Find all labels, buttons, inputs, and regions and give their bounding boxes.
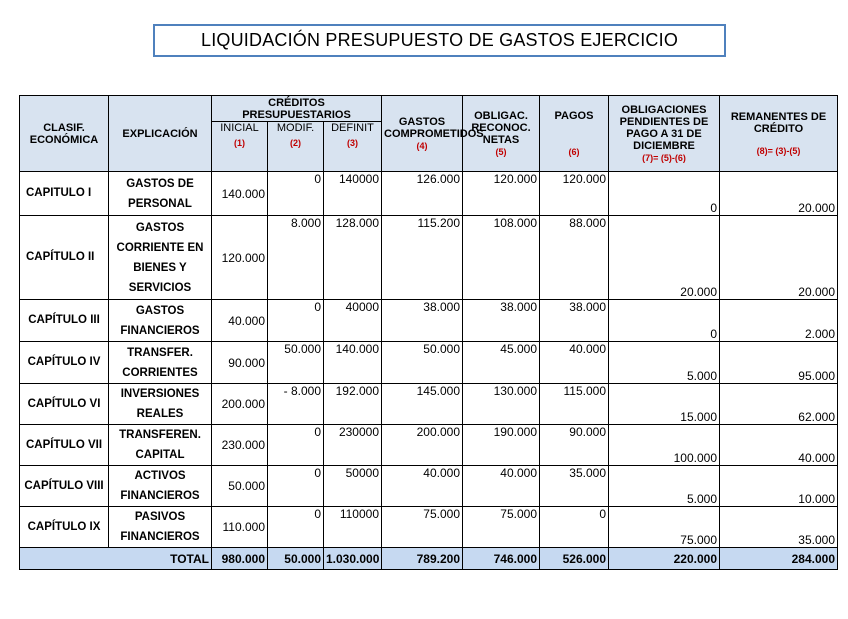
row-oblig: 190.000 — [463, 425, 540, 466]
header-modif-code: (2) — [290, 138, 301, 148]
row-explicacion: GASTOS DE PERSONAL — [109, 172, 212, 216]
row-pagos: 38.000 — [540, 300, 609, 342]
total-remanentes: 284.000 — [720, 548, 838, 570]
row-modif: 0 — [268, 425, 324, 466]
budget-table — [19, 95, 838, 570]
row-pagos: 115.000 — [540, 384, 609, 425]
row-gastos: 40.000 — [382, 466, 463, 507]
total-modif: 50.000 — [268, 548, 324, 570]
total-row — [20, 548, 838, 570]
header-definit-code: (3) — [347, 138, 358, 148]
row-inicial: 200.000 — [212, 384, 268, 425]
row-inicial: 140.000 — [212, 172, 268, 216]
row-definit: 140.000 — [324, 342, 382, 384]
row-pagos: 90.000 — [540, 425, 609, 466]
row-definit: 192.000 — [324, 384, 382, 425]
row-remanentes: 40.000 — [720, 425, 838, 466]
row-pendientes: 5.000 — [609, 466, 720, 507]
row-pendientes: 20.000 — [609, 216, 720, 300]
page-title: LIQUIDACIÓN PRESUPUESTO DE GASTOS EJERCICIO — [153, 24, 726, 57]
row-explicacion: TRANSFEREN. CAPITAL — [109, 425, 212, 466]
table-row — [20, 466, 838, 507]
row-definit: 230000 — [324, 425, 382, 466]
row-explicacion: ACTIVOS FINANCIEROS — [109, 466, 212, 507]
row-explicacion: PASIVOS FINANCIEROS — [109, 507, 212, 548]
table-row — [20, 342, 838, 384]
row-gastos: 38.000 — [382, 300, 463, 342]
row-explicacion: INVERSIONES REALES — [109, 384, 212, 425]
row-modif: 0 — [268, 172, 324, 216]
header-pendientes-code: (7)= (5)-(6) — [642, 152, 686, 163]
row-modif: - 8.000 — [268, 384, 324, 425]
row-explicacion: GASTOS CORRIENTE EN BIENES Y SERVICIOS — [109, 216, 212, 300]
row-pendientes: 15.000 — [609, 384, 720, 425]
row-gastos: 75.000 — [382, 507, 463, 548]
header-remanentes-label: REMANENTES DE CRÉDITO — [730, 110, 827, 135]
row-inicial: 230.000 — [212, 425, 268, 466]
row-gastos: 126.000 — [382, 172, 463, 216]
row-inicial: 50.000 — [212, 466, 268, 507]
header-remanentes-code: (8)= (3)-(5) — [756, 145, 801, 156]
row-modif: 0 — [268, 507, 324, 548]
header-gastos-label: GASTOS COMPROMETIDOS — [384, 115, 484, 140]
row-oblig: 130.000 — [463, 384, 540, 425]
row-clasif: CAPÍTULO II — [20, 216, 109, 300]
row-definit: 110000 — [324, 507, 382, 548]
table-row — [20, 216, 838, 300]
header-modif — [268, 122, 324, 172]
total-pendientes: 220.000 — [609, 548, 720, 570]
row-remanentes: 20.000 — [720, 172, 838, 216]
total-label: TOTAL — [20, 548, 212, 570]
row-pendientes: 75.000 — [609, 507, 720, 548]
header-definit — [324, 122, 382, 172]
header-pendientes — [609, 96, 720, 172]
row-modif: 0 — [268, 466, 324, 507]
row-definit: 50000 — [324, 466, 382, 507]
header-gastos-code: (4) — [416, 140, 428, 151]
row-clasif: CAPÍTULO III — [20, 300, 109, 342]
row-definit: 40000 — [324, 300, 382, 342]
row-explicacion: GASTOS FINANCIEROS — [109, 300, 212, 342]
header-gastos — [382, 96, 484, 172]
row-oblig: 40.000 — [463, 466, 540, 507]
row-modif: 0 — [268, 300, 324, 342]
row-remanentes: 62.000 — [720, 384, 838, 425]
row-remanentes: 2.000 — [720, 300, 838, 342]
header-inicial-code: (1) — [234, 138, 245, 148]
table-row — [20, 507, 838, 548]
total-definit: 1.030.000 — [324, 548, 382, 570]
row-pendientes: 0 — [609, 172, 720, 216]
row-pendientes: 5.000 — [609, 342, 720, 384]
header-pagos-label: PAGOS — [554, 109, 594, 122]
header-explicacion: EXPLICACIÓN — [109, 96, 212, 172]
row-modif: 8.000 — [268, 216, 324, 300]
header-clasif: CLASIF. ECONÓMICA — [20, 96, 109, 172]
row-oblig: 45.000 — [463, 342, 540, 384]
header-oblig-code: (5) — [495, 146, 507, 157]
row-remanentes: 95.000 — [720, 342, 838, 384]
table-row — [20, 384, 838, 425]
row-clasif: CAPÍTULO VII — [20, 425, 109, 466]
row-inicial: 90.000 — [212, 342, 268, 384]
row-remanentes: 35.000 — [720, 507, 838, 548]
row-clasif: CAPITULO I — [20, 172, 109, 216]
header-modif-label: MODIF. — [276, 122, 315, 134]
row-gastos: 200.000 — [382, 425, 463, 466]
row-pendientes: 0 — [609, 300, 720, 342]
header-oblig-label: OBLIGAC. RECONOC. NETAS — [471, 109, 531, 146]
row-pagos: 120.000 — [540, 172, 609, 216]
row-oblig: 108.000 — [463, 216, 540, 300]
total-inicial: 980.000 — [212, 548, 268, 570]
row-gastos: 145.000 — [382, 384, 463, 425]
header-inicial-label: INICIAL — [220, 122, 259, 134]
total-gastos: 789.200 — [382, 548, 463, 570]
row-oblig: 75.000 — [463, 507, 540, 548]
row-pendientes: 100.000 — [609, 425, 720, 466]
row-pagos: 40.000 — [540, 342, 609, 384]
header-creditos: CRÉDITOS PRESUPUESTARIOS — [212, 96, 382, 122]
row-explicacion: TRANSFER. CORRIENTES — [109, 342, 212, 384]
header-pendientes-label: OBLIGACIONES PENDIENTES DE PAGO A 31 DE DICIEMBRE — [619, 103, 709, 152]
table-row — [20, 300, 838, 342]
row-modif: 50.000 — [268, 342, 324, 384]
row-inicial: 40.000 — [212, 300, 268, 342]
row-inicial: 120.000 — [212, 216, 268, 300]
row-oblig: 38.000 — [463, 300, 540, 342]
row-remanentes: 20.000 — [720, 216, 838, 300]
row-clasif: CAPÍTULO IV — [20, 342, 109, 384]
row-clasif: CAPÍTULO VIII — [20, 466, 109, 507]
row-remanentes: 10.000 — [720, 466, 838, 507]
row-inicial: 110.000 — [212, 507, 268, 548]
row-pagos: 35.000 — [540, 466, 609, 507]
row-clasif: CAPÍTULO VI — [20, 384, 109, 425]
header-pagos — [540, 96, 609, 172]
row-definit: 128.000 — [324, 216, 382, 300]
total-oblig: 746.000 — [463, 548, 540, 570]
header-inicial — [212, 122, 268, 172]
row-definit: 140000 — [324, 172, 382, 216]
header-remanentes — [720, 96, 838, 172]
row-pagos: 88.000 — [540, 216, 609, 300]
row-gastos: 115.200 — [382, 216, 463, 300]
header-definit-label: DEFINIT — [331, 122, 374, 134]
header-pagos-code: (6) — [568, 146, 580, 157]
row-oblig: 120.000 — [463, 172, 540, 216]
row-clasif: CAPÍTULO IX — [20, 507, 109, 548]
table-row — [20, 425, 838, 466]
table-row — [20, 172, 838, 216]
row-gastos: 50.000 — [382, 342, 463, 384]
total-pagos: 526.000 — [540, 548, 609, 570]
row-pagos: 0 — [540, 507, 609, 548]
